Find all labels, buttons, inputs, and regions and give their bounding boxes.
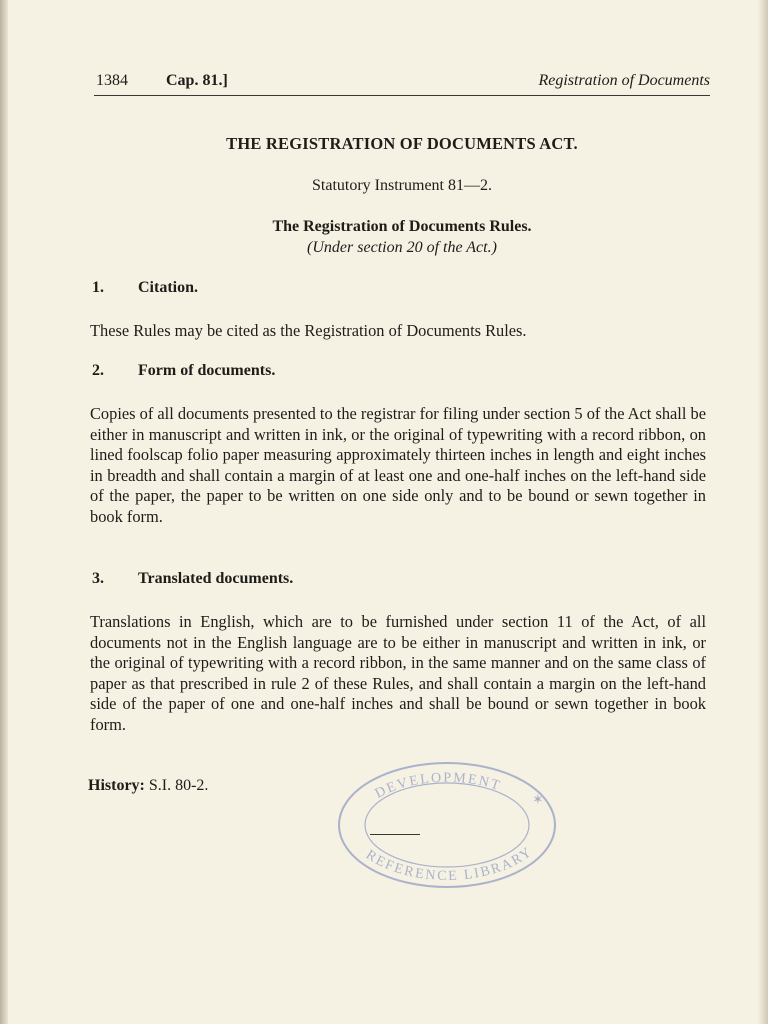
section-title: Citation.	[138, 279, 198, 296]
history-label: History:	[88, 777, 145, 794]
page-number: 1384	[96, 72, 128, 89]
page-left-shadow	[0, 0, 8, 1024]
section-number: 1.	[92, 279, 104, 296]
rules-title: The Registration of Documents Rules.	[272, 218, 532, 235]
section-2-text: Copies of all documents presented to the registrar for filing under section 5 of the Act shall be either in manuscript and written in ink, or the original of typewriting with a record ribbon, on lined foolscap folio paper measuring approximately thirteen inches in length and eight inches in breadth and shall contain a margin of at least one and one-half inches on the left-hand side of the paper, the paper to be written on one side only and to be bound or sewn together in book form.	[90, 404, 706, 526]
act-title: THE REGISTRATION OF DOCUMENTS ACT.	[226, 134, 578, 153]
section-title: Translated documents.	[138, 570, 294, 587]
running-title: Registration of Documents	[538, 72, 710, 89]
section-number: 3.	[92, 570, 104, 587]
running-header	[94, 72, 710, 96]
history-value: S.I. 80-2.	[148, 777, 209, 794]
section-2-heading	[92, 362, 275, 380]
page-right-edge	[758, 0, 768, 1024]
library-stamp	[332, 750, 562, 900]
section-number: 2.	[92, 362, 104, 379]
stamp-star-icon: ✶	[532, 793, 544, 808]
history-note	[88, 777, 208, 795]
statutory-instrument: Statutory Instrument 81—2.	[312, 177, 492, 194]
section-title: Form of documents.	[138, 362, 276, 379]
chapter-label: Cap. 81.]	[166, 72, 228, 89]
section-3-heading	[92, 570, 293, 588]
section-3-text: Translations in English, which are to be furnished under section 11 of the Act, of all documents not in the English language are to be either in manuscript and written in ink, or the original of typewriting with a record ribbon, in the same manner and on the same class of paper as that prescribed in rule 2 of these Rules, and shall contain a margin on the left-hand side of the paper of one and one-half inches and shall be bound or sewn together in book form.	[90, 612, 706, 734]
section-1-heading	[92, 279, 198, 297]
rules-subtitle: (Under section 20 of the Act.)	[307, 239, 497, 256]
section-1-text: These Rules may be cited as the Registration of Documents Rules.	[90, 321, 527, 340]
stamp-bottom-text: REFERENCE LIBRARY	[362, 844, 536, 884]
stamp-top-text: DEVELOPMENT	[372, 770, 504, 802]
header-rule	[94, 95, 710, 96]
